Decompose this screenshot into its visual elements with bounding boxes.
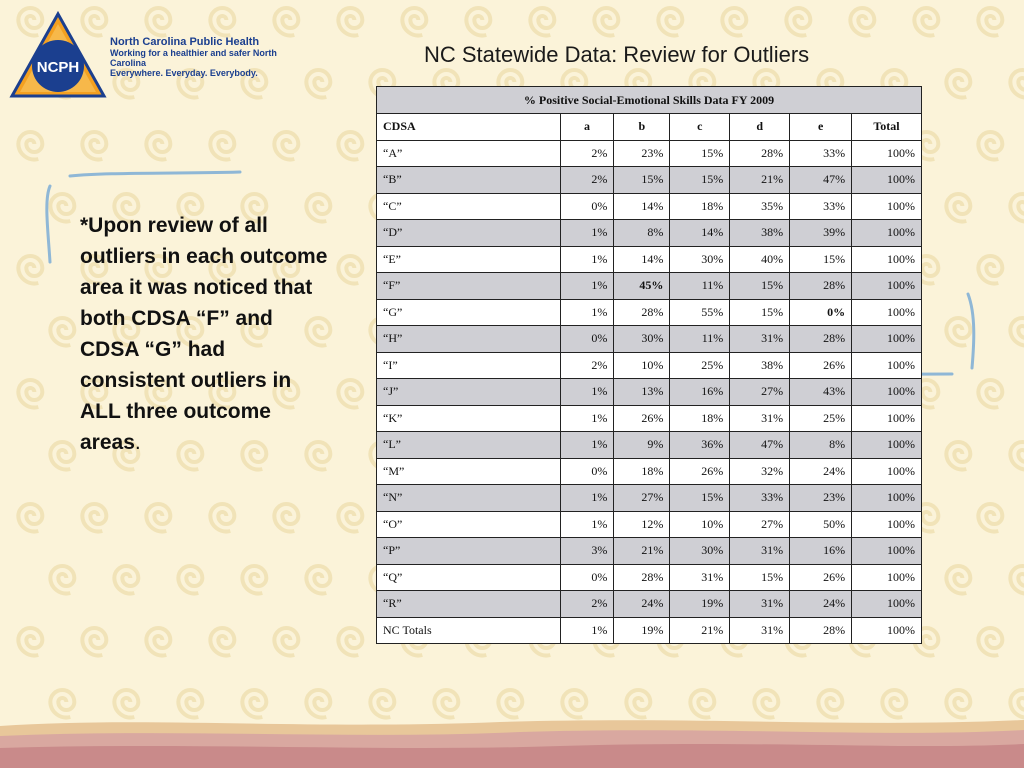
value-cell-total: 100% (852, 405, 922, 432)
value-cell-a: 1% (560, 379, 614, 406)
value-cell-c: 19% (670, 591, 730, 618)
swirl-mark (626, 690, 650, 718)
swirl-mark (1010, 318, 1024, 346)
value-cell-a: 2% (560, 140, 614, 167)
swirl-mark (1010, 566, 1024, 594)
value-cell-e: 47% (790, 167, 852, 194)
value-cell-b: 14% (614, 193, 670, 220)
cdsa-cell: “I” (377, 352, 561, 379)
swirl-mark (18, 504, 42, 532)
swirl-mark (978, 628, 1002, 656)
swirl-mark (210, 628, 234, 656)
table-row (377, 246, 922, 273)
value-cell-total: 100% (852, 379, 922, 406)
value-cell-a: 1% (560, 220, 614, 247)
cdsa-cell: “C” (377, 193, 561, 220)
column-header-d: d (730, 114, 790, 141)
table-row (377, 405, 922, 432)
swirl-mark (530, 8, 554, 36)
value-cell-total: 100% (852, 352, 922, 379)
value-cell-total: 100% (852, 273, 922, 300)
swirl-mark (498, 690, 522, 718)
swirl-mark (978, 380, 1002, 408)
cdsa-cell: NC Totals (377, 617, 561, 644)
value-cell-c: 25% (670, 352, 730, 379)
value-cell-e: 39% (790, 220, 852, 247)
value-cell-a: 1% (560, 432, 614, 459)
table-row (377, 352, 922, 379)
swirl-mark (274, 504, 298, 532)
value-cell-total: 100% (852, 193, 922, 220)
value-cell-total: 100% (852, 220, 922, 247)
swirl-mark (146, 628, 170, 656)
value-cell-d: 35% (730, 193, 790, 220)
swirl-mark (562, 690, 586, 718)
value-cell-a: 1% (560, 617, 614, 644)
column-header-total: Total (852, 114, 922, 141)
swirl-mark (274, 132, 298, 160)
value-cell-d: 21% (730, 167, 790, 194)
table-row (377, 617, 922, 644)
value-cell-total: 100% (852, 140, 922, 167)
value-cell-d: 32% (730, 458, 790, 485)
swirl-mark (658, 8, 682, 36)
swirl-mark (50, 566, 74, 594)
table-row (377, 326, 922, 353)
table-row (377, 564, 922, 591)
value-cell-d: 47% (730, 432, 790, 459)
value-cell-e: 28% (790, 326, 852, 353)
value-cell-b: 30% (614, 326, 670, 353)
value-cell-d: 40% (730, 246, 790, 273)
value-cell-c: 15% (670, 140, 730, 167)
value-cell-b: 24% (614, 591, 670, 618)
value-cell-a: 1% (560, 485, 614, 512)
value-cell-e: 15% (790, 246, 852, 273)
value-cell-total: 100% (852, 246, 922, 273)
table-row (377, 458, 922, 485)
value-cell-a: 2% (560, 352, 614, 379)
swirl-mark (882, 690, 906, 718)
cdsa-cell: “L” (377, 432, 561, 459)
value-cell-a: 1% (560, 405, 614, 432)
value-cell-e: 50% (790, 511, 852, 538)
svg-text:NCPH: NCPH (36, 59, 80, 76)
bottom-decorative-band (0, 716, 1024, 768)
value-cell-e: 26% (790, 564, 852, 591)
value-cell-d: 38% (730, 352, 790, 379)
value-cell-total: 100% (852, 564, 922, 591)
swirl-mark (914, 8, 938, 36)
cdsa-cell: “B” (377, 167, 561, 194)
value-cell-total: 100% (852, 591, 922, 618)
swirl-mark (82, 504, 106, 532)
value-cell-d: 15% (730, 564, 790, 591)
table-row (377, 193, 922, 220)
value-cell-total: 100% (852, 326, 922, 353)
swirl-mark (242, 566, 266, 594)
value-cell-e: 33% (790, 140, 852, 167)
swirl-mark (946, 442, 970, 470)
cdsa-cell: “O” (377, 511, 561, 538)
value-cell-total: 100% (852, 511, 922, 538)
swirl-mark (434, 690, 458, 718)
value-cell-total: 100% (852, 617, 922, 644)
value-cell-c: 11% (670, 326, 730, 353)
value-cell-e: 26% (790, 352, 852, 379)
value-cell-a: 2% (560, 167, 614, 194)
cdsa-cell: “P” (377, 538, 561, 565)
table-header-row (377, 114, 922, 141)
swirl-mark (402, 8, 426, 36)
swirl-mark (978, 256, 1002, 284)
value-cell-a: 0% (560, 326, 614, 353)
column-header-b: b (614, 114, 670, 141)
value-cell-e: 16% (790, 538, 852, 565)
value-cell-total: 100% (852, 458, 922, 485)
value-cell-total: 100% (852, 432, 922, 459)
cdsa-cell: “A” (377, 140, 561, 167)
ncph-triangle-icon (8, 10, 108, 100)
swirl-mark (978, 132, 1002, 160)
swirl-mark (594, 8, 618, 36)
value-cell-d: 27% (730, 379, 790, 406)
cdsa-cell: “Q” (377, 564, 561, 591)
value-cell-b: 23% (614, 140, 670, 167)
swirl-mark (338, 504, 362, 532)
swirl-mark (946, 194, 970, 222)
value-cell-d: 33% (730, 485, 790, 512)
value-cell-d: 27% (730, 511, 790, 538)
value-cell-a: 0% (560, 564, 614, 591)
cdsa-cell: “M” (377, 458, 561, 485)
value-cell-b: 45% (614, 273, 670, 300)
logo-text (110, 36, 308, 78)
swirl-mark (1010, 70, 1024, 98)
value-cell-a: 0% (560, 458, 614, 485)
value-cell-d: 15% (730, 299, 790, 326)
value-cell-a: 1% (560, 273, 614, 300)
swirl-mark (50, 690, 74, 718)
swirl-mark (1010, 442, 1024, 470)
value-cell-e: 24% (790, 591, 852, 618)
value-cell-b: 13% (614, 379, 670, 406)
column-header-e: e (790, 114, 852, 141)
swirl-mark (946, 70, 970, 98)
swirl-mark (946, 318, 970, 346)
swirl-mark (146, 504, 170, 532)
swirl-mark (1010, 194, 1024, 222)
swirl-mark (210, 132, 234, 160)
value-cell-a: 1% (560, 246, 614, 273)
value-cell-b: 15% (614, 167, 670, 194)
swirl-mark (306, 566, 330, 594)
value-cell-d: 31% (730, 405, 790, 432)
swirl-mark (18, 256, 42, 284)
swirl-mark (114, 690, 138, 718)
swirl-mark (754, 690, 778, 718)
swirl-mark (178, 690, 202, 718)
value-cell-b: 26% (614, 405, 670, 432)
table-row (377, 511, 922, 538)
value-cell-c: 36% (670, 432, 730, 459)
value-cell-e: 0% (790, 299, 852, 326)
value-cell-b: 14% (614, 246, 670, 273)
value-cell-c: 55% (670, 299, 730, 326)
value-cell-c: 18% (670, 405, 730, 432)
value-cell-b: 9% (614, 432, 670, 459)
cdsa-cell: “G” (377, 299, 561, 326)
value-cell-c: 30% (670, 538, 730, 565)
value-cell-a: 3% (560, 538, 614, 565)
swirl-mark (50, 318, 74, 346)
swirl-mark (946, 566, 970, 594)
value-cell-b: 28% (614, 564, 670, 591)
outlier-note-period: . (134, 431, 141, 454)
cdsa-cell: “R” (377, 591, 561, 618)
value-cell-a: 0% (560, 193, 614, 220)
slide-title: NC Statewide Data: Review for Outliers (424, 42, 810, 67)
table-row (377, 140, 922, 167)
org-tagline-1: Working for a healthier and safer North Carolina (110, 48, 277, 68)
swirl-mark (18, 380, 42, 408)
swirl-mark (786, 8, 810, 36)
cdsa-cell: “H” (377, 326, 561, 353)
value-cell-b: 12% (614, 511, 670, 538)
value-cell-c: 31% (670, 564, 730, 591)
value-cell-c: 16% (670, 379, 730, 406)
swirl-mark (82, 132, 106, 160)
swirl-mark (1010, 690, 1024, 718)
org-tagline-2: Everywhere. Everyday. Everybody. (110, 68, 258, 78)
swirl-mark (690, 690, 714, 718)
table-row (377, 485, 922, 512)
swirl-mark (338, 132, 362, 160)
value-cell-b: 10% (614, 352, 670, 379)
value-cell-b: 21% (614, 538, 670, 565)
swirl-mark (338, 256, 362, 284)
cdsa-cell: “F” (377, 273, 561, 300)
outlier-note-text: *Upon review of all outliers in each outcome area it was noticed that both CDSA “F” and CDSA “G” had consistent outliers in ALL three outcome areas (80, 214, 328, 454)
swirl-mark (978, 504, 1002, 532)
swirl-mark (306, 70, 330, 98)
value-cell-e: 24% (790, 458, 852, 485)
value-cell-c: 21% (670, 617, 730, 644)
value-cell-d: 31% (730, 326, 790, 353)
value-cell-d: 28% (730, 140, 790, 167)
value-cell-b: 18% (614, 458, 670, 485)
value-cell-e: 25% (790, 405, 852, 432)
swirl-mark (18, 132, 42, 160)
value-cell-b: 19% (614, 617, 670, 644)
swirl-mark (338, 8, 362, 36)
swirl-mark (370, 690, 394, 718)
value-cell-d: 38% (730, 220, 790, 247)
value-cell-a: 2% (560, 591, 614, 618)
value-cell-c: 11% (670, 273, 730, 300)
swirl-mark (178, 566, 202, 594)
table-row (377, 299, 922, 326)
value-cell-c: 15% (670, 167, 730, 194)
value-cell-c: 14% (670, 220, 730, 247)
value-cell-e: 8% (790, 432, 852, 459)
outliers-data-table (376, 86, 922, 644)
swirl-mark (50, 442, 74, 470)
table-row (377, 379, 922, 406)
value-cell-c: 18% (670, 193, 730, 220)
swirl-mark (82, 628, 106, 656)
value-cell-c: 10% (670, 511, 730, 538)
column-header-a: a (560, 114, 614, 141)
value-cell-c: 30% (670, 246, 730, 273)
table-row (377, 220, 922, 247)
outlier-note (80, 210, 330, 458)
column-header-c: c (670, 114, 730, 141)
table-caption-row (377, 87, 922, 114)
value-cell-b: 27% (614, 485, 670, 512)
value-cell-e: 43% (790, 379, 852, 406)
swirl-mark (338, 380, 362, 408)
value-cell-b: 8% (614, 220, 670, 247)
swirl-mark (466, 8, 490, 36)
column-header-cdsa: CDSA (377, 114, 561, 141)
value-cell-d: 31% (730, 617, 790, 644)
swirl-mark (274, 628, 298, 656)
swirl-mark (50, 194, 74, 222)
swirl-mark (722, 8, 746, 36)
cdsa-cell: “E” (377, 246, 561, 273)
value-cell-total: 100% (852, 167, 922, 194)
cdsa-cell: “K” (377, 405, 561, 432)
value-cell-total: 100% (852, 299, 922, 326)
ncph-logo (8, 10, 308, 100)
value-cell-e: 33% (790, 193, 852, 220)
value-cell-e: 23% (790, 485, 852, 512)
swirl-mark (306, 690, 330, 718)
swirl-mark (210, 504, 234, 532)
value-cell-d: 31% (730, 538, 790, 565)
value-cell-a: 1% (560, 511, 614, 538)
table-row (377, 591, 922, 618)
cdsa-cell: “J” (377, 379, 561, 406)
value-cell-d: 15% (730, 273, 790, 300)
table-row (377, 167, 922, 194)
table-row (377, 432, 922, 459)
value-cell-c: 26% (670, 458, 730, 485)
value-cell-e: 28% (790, 273, 852, 300)
value-cell-c: 15% (670, 485, 730, 512)
swirl-mark (946, 690, 970, 718)
value-cell-b: 28% (614, 299, 670, 326)
cdsa-cell: “D” (377, 220, 561, 247)
swirl-mark (114, 566, 138, 594)
value-cell-a: 1% (560, 299, 614, 326)
value-cell-total: 100% (852, 538, 922, 565)
swirl-mark (818, 690, 842, 718)
swirl-mark (18, 628, 42, 656)
table-row (377, 538, 922, 565)
swirl-mark (338, 628, 362, 656)
cdsa-cell: “N” (377, 485, 561, 512)
value-cell-total: 100% (852, 485, 922, 512)
value-cell-d: 31% (730, 591, 790, 618)
swirl-mark (242, 690, 266, 718)
value-cell-e: 28% (790, 617, 852, 644)
table-caption: % Positive Social-Emotional Skills Data FY 2009 (377, 87, 922, 114)
org-name: North Carolina Public Health (110, 36, 260, 48)
swirl-mark (146, 132, 170, 160)
swirl-mark (978, 8, 1002, 36)
table-row (377, 273, 922, 300)
swirl-mark (850, 8, 874, 36)
